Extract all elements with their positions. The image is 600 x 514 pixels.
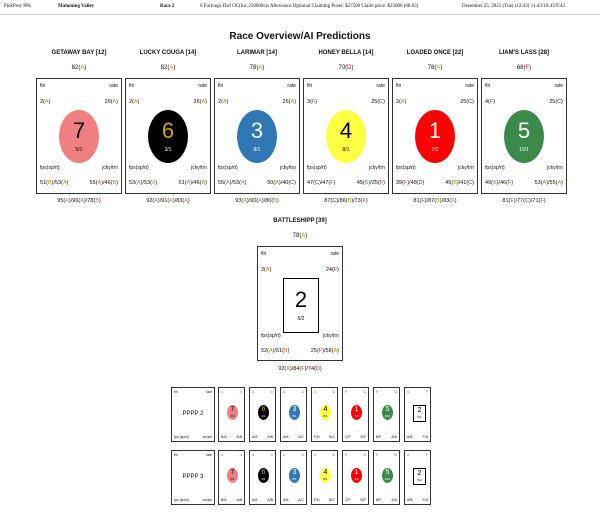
- race-number: Race 2: [160, 4, 175, 9]
- horse-card[interactable]: [214, 78, 300, 194]
- jky-value: 25(F)/58(A): [310, 348, 339, 354]
- jky-value: 55(A)/46(B): [89, 180, 118, 186]
- pppp-mini-card[interactable]: F C C/F B/F 1 7/2: [342, 450, 369, 505]
- horse-name: LOADED ONCE [22]: [406, 50, 464, 56]
- fps-value: 47(C)/47(F): [307, 180, 336, 186]
- horse-card[interactable]: [392, 78, 478, 194]
- program-number-badge: 5 10/1: [504, 110, 544, 163]
- horse-card[interactable]: [125, 78, 211, 194]
- fin-value: 4(F): [485, 99, 496, 105]
- track-name: Mahoning Valley: [58, 4, 95, 9]
- fps-label: fps(sp/rt): [307, 165, 327, 171]
- speed-figure: 82(A): [71, 65, 87, 71]
- speed-figures-history: 95(A)/96(A)/78(B): [57, 198, 101, 204]
- program-number-badge: 1 7/2: [415, 110, 455, 163]
- brand-label: PickPrey PPs: [4, 4, 31, 9]
- fps-value: 39(F)/48(D): [396, 180, 425, 186]
- speed-figures-history: 81(F)/77(C)/71(F): [502, 198, 546, 204]
- fin-value: 2(A): [129, 99, 140, 105]
- fps-label: fps(sp/rt): [485, 165, 505, 171]
- speed-figure: 82(A): [160, 65, 176, 71]
- fps-label: fps(sp/rt): [40, 165, 60, 171]
- horse-name: HONEY BELLA [14]: [318, 50, 374, 56]
- fin-label: fin: [40, 83, 46, 89]
- fin-value: 3(F): [307, 99, 318, 105]
- rate-label: rate: [287, 83, 296, 89]
- pppp-mini-card[interactable]: A A A/A A/C 3 8/1: [280, 387, 307, 442]
- fin-label: fin: [261, 251, 267, 257]
- pppp-mini-card[interactable]: A C F/D B/C 4 8/1: [311, 450, 338, 505]
- horse-card[interactable]: [481, 78, 567, 194]
- program-number-badge: 3 8/1: [237, 110, 277, 163]
- fps-value: 53(A)/53(A): [129, 180, 158, 186]
- pppp-mini-card[interactable]: A A A/A A/C 3 8/1: [280, 450, 307, 505]
- speed-figure: 70(D): [338, 65, 354, 71]
- rate-label: rate: [198, 83, 207, 89]
- race-datetime: December 25, 2025 (Tue) (12:43) 11:43/10:43/9:43: [462, 4, 565, 9]
- jky-value: 51(A)/46(B): [178, 180, 207, 186]
- fps-value: 49(B)/46(F): [485, 180, 514, 186]
- jky-value: 53(A)/55(A): [534, 180, 563, 186]
- jky-label: jcky/trn: [369, 165, 385, 171]
- jky-label: jcky/trn: [280, 165, 296, 171]
- speed-figures-history: 81(F)/87(B)/83(A): [413, 198, 457, 204]
- fin-value: 2(A): [218, 99, 229, 105]
- rate-value: 26(A): [282, 99, 296, 105]
- speed-figures-history: 87(C)/86(B)/73(F): [324, 198, 368, 204]
- horse-card[interactable]: [257, 246, 343, 361]
- fin-value: 2(A): [396, 99, 407, 105]
- program-number-badge: 2 5/2: [283, 278, 319, 333]
- rate-value: 24(F): [325, 267, 339, 273]
- rate-label: rate: [109, 83, 118, 89]
- jky-label: jcky/trn: [547, 165, 563, 171]
- fin-value: 2(A): [40, 99, 51, 105]
- speed-figure: 78(A): [292, 233, 308, 239]
- pppp-mini-card[interactable]: A A A/A A/B 6 3/1: [249, 450, 276, 505]
- horse-name: LIAM'S LASS [28]: [498, 50, 550, 56]
- horse-name: BATTLESHIPP [39]: [273, 218, 327, 224]
- pppp-mini-card[interactable]: A A B/A A/B 7 5/1: [218, 387, 245, 442]
- speed-figure: 78(A): [249, 65, 265, 71]
- fin-label: fin: [129, 83, 135, 89]
- pppp-mini-card[interactable]: A F A/B F/A 2 5/2: [404, 387, 431, 442]
- jky-label: jcky/trn: [102, 165, 118, 171]
- fin-value: 2(A): [261, 267, 272, 273]
- pppp-mini-card[interactable]: A F A/B F/A 2 5/2: [404, 450, 431, 505]
- horse-name: GETAWAY BAY [12]: [51, 50, 107, 56]
- pppp-mini-card[interactable]: A C F/D B/C 4 8/1: [311, 387, 338, 442]
- fps-value: 51(B)/53(A): [40, 180, 69, 186]
- speed-figure: 78(A): [427, 65, 443, 71]
- pppp-mini-card[interactable]: F C C/F B/F 1 7/2: [342, 387, 369, 442]
- program-number-badge: 7 5/1: [59, 110, 99, 163]
- rate-value: 26(A): [104, 99, 118, 105]
- rate-value: 25(C): [549, 99, 563, 105]
- fps-label: fps(sp/rt): [261, 333, 281, 339]
- jky-value: 50(A)/40(C): [267, 180, 296, 186]
- fin-label: fin: [396, 83, 402, 89]
- speed-figures-history: 92(A)/84(F)/74(D): [278, 366, 322, 372]
- jky-label: jcky/trn: [191, 165, 207, 171]
- horse-name: LUCKY COUGA [14]: [139, 50, 197, 56]
- rate-value: 25(C): [460, 99, 474, 105]
- race-conditions: 6 Furlongs Dirt OC(Inc.250000s)s Allowance Optional Claiming Purse: $27500 Claim price: $25000 (68.63): [200, 4, 419, 9]
- rate-label: rate: [376, 83, 385, 89]
- fin-label: fin: [307, 83, 313, 89]
- speed-figures-history: 93(A)/90(A)/80(B): [235, 198, 279, 204]
- rate-label: rate: [554, 83, 563, 89]
- horse-card[interactable]: [36, 78, 122, 194]
- program-number-badge: 6 3/1: [148, 110, 188, 163]
- jky-value: 45(B)/25(F): [356, 180, 385, 186]
- speed-figure: 68(F): [516, 65, 532, 71]
- horse-name: LARIMAR [14]: [237, 50, 277, 56]
- pppp-mini-card[interactable]: F C B/F A/A 5 10/1: [373, 387, 400, 442]
- pppp-mini-card[interactable]: A A A/A A/B 6 3/1: [249, 387, 276, 442]
- jky-label: jcky/trn: [323, 333, 339, 339]
- pppp-mini-card[interactable]: A A B/A A/B 7 5/1: [218, 450, 245, 505]
- fps-label: fps(sp/rt): [218, 165, 238, 171]
- jky-label: jcky/trn: [458, 165, 474, 171]
- page-title: Race Overview/AI Predictions: [229, 31, 371, 42]
- fin-label: fin: [218, 83, 224, 89]
- rate-label: rate: [465, 83, 474, 89]
- rate-value: 26(A): [193, 99, 207, 105]
- page-header: [0, 0, 600, 15]
- rate-value: 25(C): [371, 99, 385, 105]
- pppp-label-card: fin rate PPPP 3 fps (sp/rt) trn/jck: [171, 450, 215, 505]
- rate-label: rate: [330, 251, 339, 257]
- pppp-label-card: fin rate PPPP 2 fps (sp/rt) trn/jck: [171, 387, 215, 442]
- speed-figures-history: 92(A)/91(A)/83(A): [146, 198, 190, 204]
- fps-label: fps(sp/rt): [396, 165, 416, 171]
- horse-card[interactable]: [303, 78, 389, 194]
- fps-value: 55(A)/53(A): [218, 180, 247, 186]
- jky-value: 45(B)/41(C): [445, 180, 474, 186]
- program-number-badge: 4 8/1: [326, 110, 366, 163]
- fps-value: 52(A)/51(B): [261, 348, 290, 354]
- pppp-mini-card[interactable]: F C B/F A/A 5 10/1: [373, 450, 400, 505]
- fin-label: fin: [485, 83, 491, 89]
- fps-label: fps(sp/rt): [129, 165, 149, 171]
